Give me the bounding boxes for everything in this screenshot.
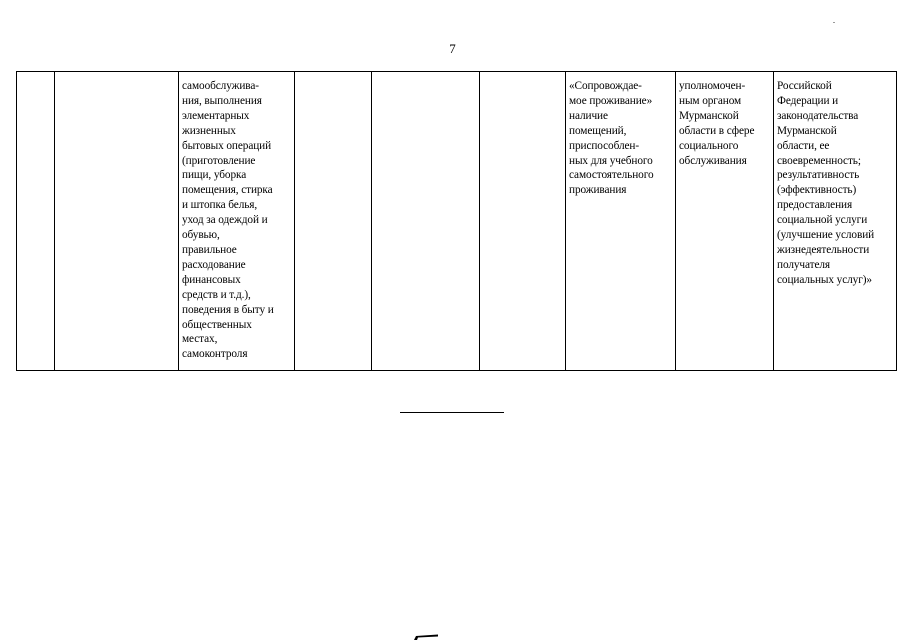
table-row [17, 72, 897, 371]
table-cell-term [295, 72, 372, 371]
table-cell-price [480, 72, 566, 371]
table-cell-service-name [55, 72, 179, 371]
end-of-document-rule [400, 412, 504, 413]
table-cell-description [179, 72, 295, 371]
table-cell-quality-criteria [774, 72, 897, 371]
page-number: 7 [449, 41, 456, 56]
table-cell-authority [676, 72, 774, 371]
table-cell-conditions [566, 72, 676, 371]
service-description-text: самообслужива- ния, выполнения элементарных жизненных бытовых операций (приготовление пищи, уборка помещения, стирка и штопка белья, уход за одеждой и обувью, правильное расходование финансовых средств и т.д.), поведения в быту и общественных местах, самоконтроля [182, 80, 274, 361]
scan-speck [833, 22, 835, 23]
quality-criteria-text: Российской Федерации и законодательства Мурманской области, ее своевременность; результативность (эффективность) предоставления социальной услуги (улучшение условий жизнедеятельности получателя социальных услуг)» [777, 80, 875, 286]
services-table [16, 71, 897, 371]
table-cell-volume [372, 72, 480, 371]
cropped-glyph-fragment [413, 633, 439, 640]
table-cell-number [17, 72, 55, 371]
provision-conditions-text: «Сопровождае- мое проживание» наличие помещений, приспособлен- ных для учебного самостоятельного проживания [569, 80, 654, 197]
authority-text: уполномочен- ным органом Мурманской области в сфере социального обслуживания [679, 80, 755, 167]
